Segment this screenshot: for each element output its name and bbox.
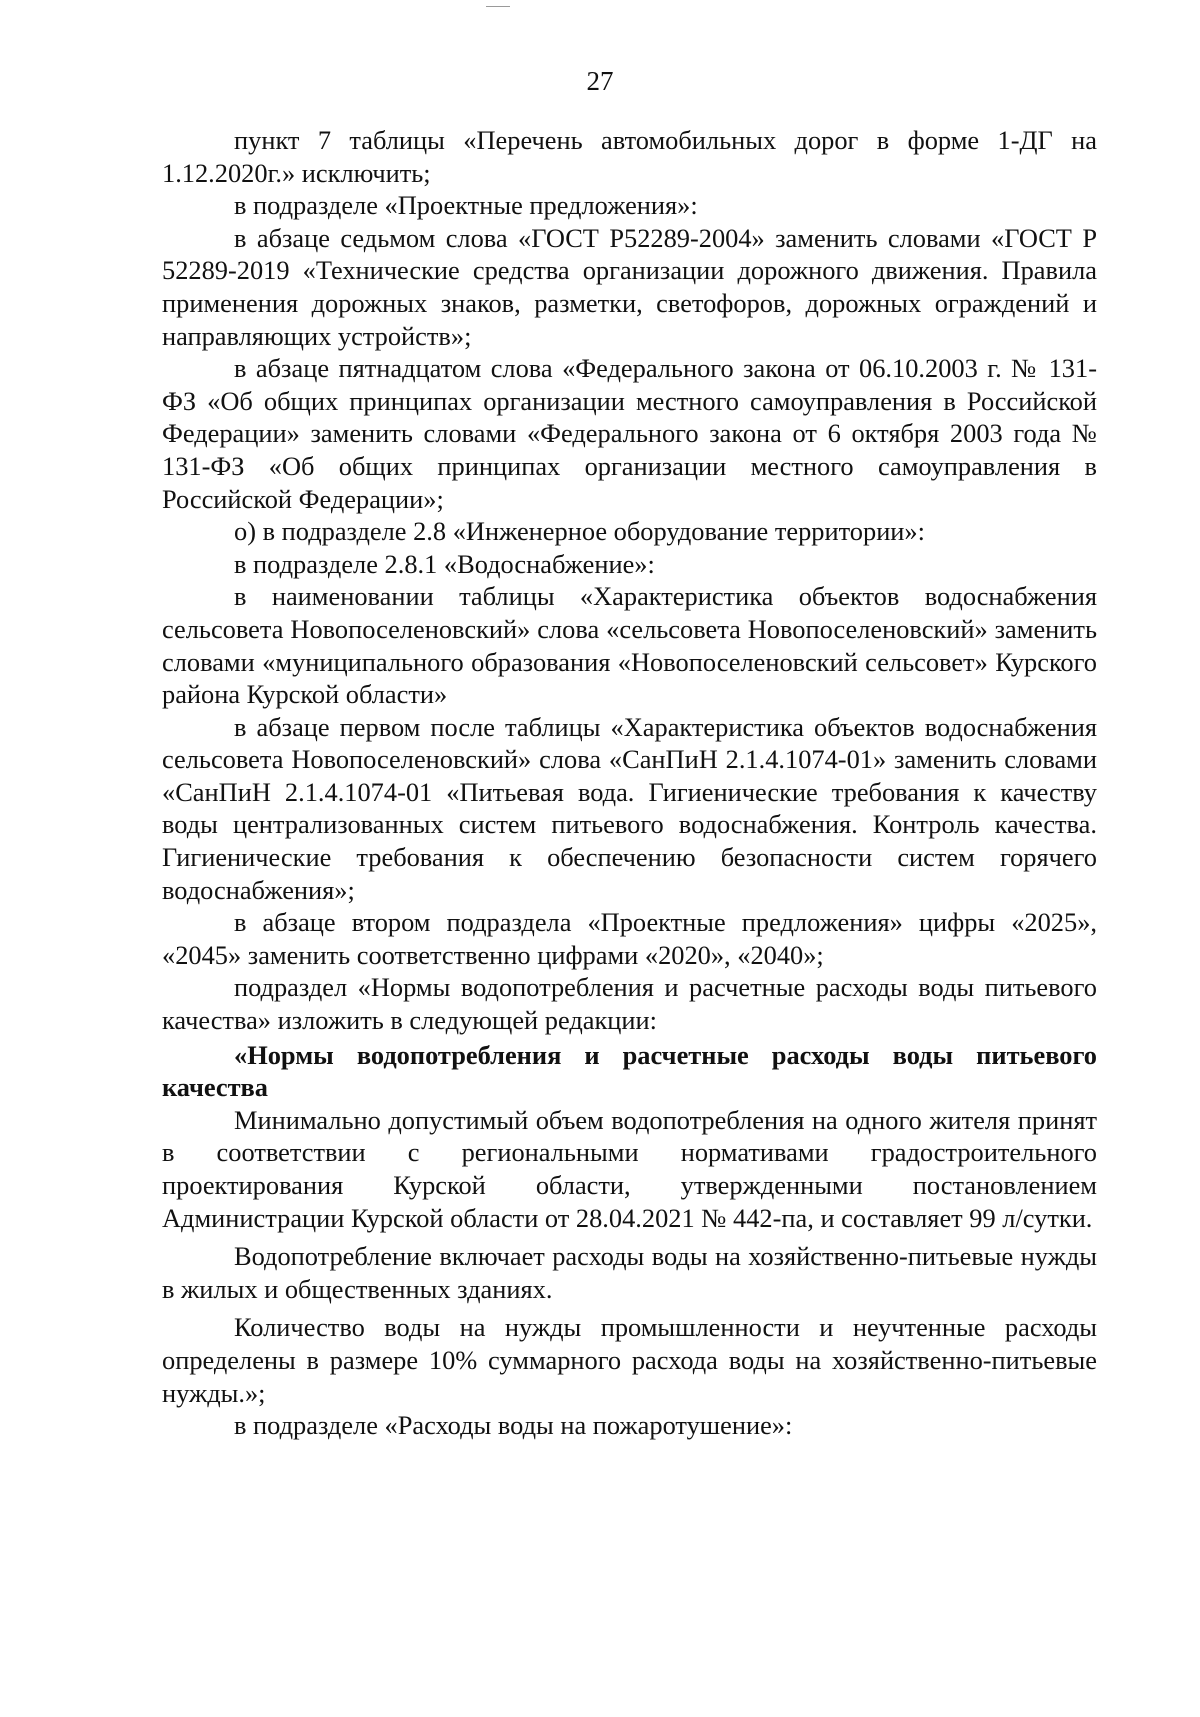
- paragraph-exclude-item: пункт 7 таблицы «Перечень автомобильных дорог в форме 1-ДГ на 1.12.2020г.» исключить;: [162, 125, 1097, 188]
- paragraph-sanpin-replacement: в абзаце первом после таблицы «Характеристика объектов водоснабжения сельсовета Новопоселеновский» слова «СанПиН 2.1.4.1074-01» заменить словами «СанПиН 2.1.4.1074-01 «Питьевая вода. Гигиенические требования к качеству воды централизованных систем питьевого водоснабжения. Контроль качества. Гигиенические требования к обеспечению безопасности систем горячего водоснабжения»;: [162, 711, 1097, 905]
- paragraph-subsection-2-8-1: в подразделе 2.8.1 «Водоснабжение»:: [234, 548, 655, 579]
- section-heading-water-norms: «Нормы водопотребления и расчетные расходы воды питьевого качества: [162, 1039, 1097, 1103]
- paragraph-consumption-includes: Водопотребление включает расходы воды на хозяйственно-питьевые нужды в жилых и общественных зданиях.: [162, 1241, 1097, 1304]
- paragraph-minimum-consumption: Минимально допустимый объем водопотребления на одного жителя принят в соответствии с региональными нормативами градостроительного проектирования Курской области, утвержденными постановлением Администрации Курской области от 28.04.2021 № 442-па, и составляет 99 л/сутки.: [162, 1104, 1097, 1233]
- paragraph-federal-law-replacement: в абзаце пятнадцатом слова «Федерального закона от 06.10.2003 г. № 131-ФЗ «Об общих принципах организации местного самоуправления в Российской Федерации» заменить словами «Федерального закона от 6 октября 2003 года № 131-ФЗ «Об общих принципах организации местного самоуправления в Российской Федерации»;: [162, 353, 1097, 514]
- paragraph-subsection-2-8: о) в подразделе 2.8 «Инженерное оборудование территории»:: [234, 516, 925, 547]
- paragraph-new-edition-intro: подраздел «Нормы водопотребления и расчетные расходы воды питьевого качества» изложить в следующей редакции:: [162, 972, 1097, 1036]
- page-number: 27: [586, 66, 614, 96]
- document-body: [162, 124, 1097, 1442]
- paragraph-industry-needs: Количество воды на нужды промышленности и неучтенные расходы определены в размере 10% суммарного расхода воды на хозяйственно-питьевые нужды.»;: [162, 1312, 1097, 1408]
- scan-artifact-line: [486, 6, 510, 7]
- paragraph-fire-water-subsection: в подразделе «Расходы воды на пожаротушение»:: [234, 1410, 793, 1441]
- paragraph-years-replacement: в абзаце втором подраздела «Проектные предложения» цифры «2025», «2045» заменить соответственно цифрами «2020», «2040»;: [162, 907, 1097, 970]
- paragraph-subsection-proposals: в подразделе «Проектные предложения»:: [234, 190, 698, 221]
- paragraph-table-title-replacement: в наименовании таблицы «Характеристика объектов водоснабжения сельсовета Новопоселеновский» слова «сельсовета Новопоселеновский» заменить словами «муниципального образования «Новопоселеновский сельсовет» Курского района Курской области»: [162, 581, 1097, 710]
- paragraph-gost-replacement: в абзаце седьмом слова «ГОСТ Р52289-2004» заменить словами «ГОСТ Р 52289-2019 «Технические средства организации дорожного движения. Правила применения дорожных знаков, разметки, светофоров, дорожных ограждений и направляющих устройств»;: [162, 222, 1097, 351]
